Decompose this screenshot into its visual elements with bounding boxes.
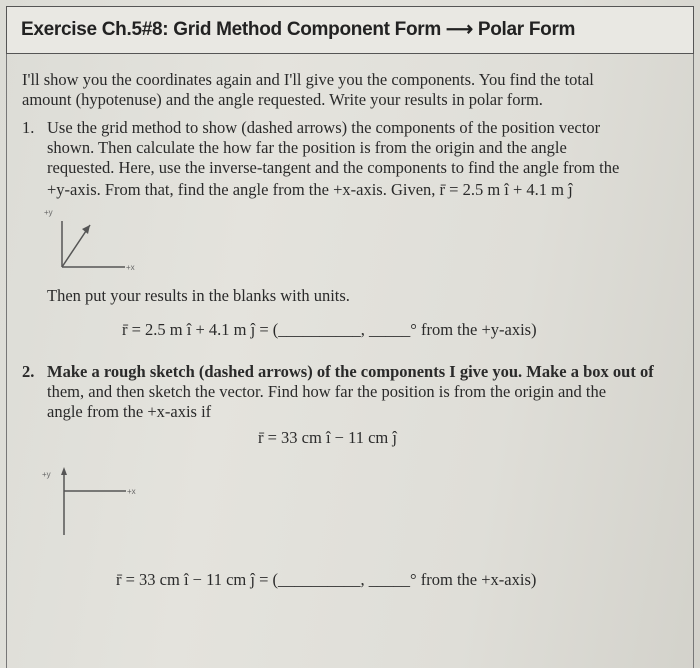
q1-vector-arrowhead — [82, 225, 90, 234]
q2-line-2: them, and then sketch the vector. Find how far the position is from the origin and the — [47, 382, 607, 401]
q1-line-4: +y-axis. From that, find the angle from the +x-axis. Given, r̄ = 2.5 m î + 4.1 m ĵ — [47, 180, 573, 199]
q1-y-label: +y — [44, 208, 53, 217]
q1-number: 1. — [22, 118, 35, 137]
title-bar — [6, 6, 694, 54]
q2-line-1: Make a rough sketch (dashed arrows) of the components I give you. Make a box out of — [47, 362, 654, 381]
q2-number: 2. — [22, 362, 35, 381]
q2-axes — [30, 465, 150, 545]
q1-answer-line: r̄ = 2.5 m î + 4.1 m ĵ = (__________, _____° from the +y-axis) — [122, 320, 537, 339]
q1-x-label: +x — [126, 263, 135, 272]
intro-line-1: I'll show you the coordinates again and I'll give you the components. You find the total — [22, 70, 594, 89]
q2-y-label: +y — [42, 470, 51, 479]
q1-line-2: shown. Then calculate the how far the position is from the origin and the angle — [47, 138, 567, 157]
q1-line-1: Use the grid method to show (dashed arrows) the components of the position vector — [47, 118, 601, 137]
q2-y-arrowhead — [61, 467, 67, 475]
intro-line-2: amount (hypotenuse) and the angle requested. Write your results in polar form. — [22, 90, 543, 109]
q2-equation: r̄ = 33 cm î − 11 cm ĵ — [258, 428, 397, 447]
q1-results-prompt: Then put your results in the blanks with units. — [47, 286, 350, 305]
q1-axes — [40, 205, 150, 280]
q2-x-label: +x — [127, 487, 136, 496]
q2-answer-line: r̄ = 33 cm î − 11 cm ĵ = (__________, _____° from the +x-axis) — [116, 570, 537, 589]
q2-line-3: angle from the +x-axis if — [47, 402, 212, 421]
page-title: Exercise Ch.5#8: Grid Method Component Form ⟶ Polar Form — [21, 19, 576, 40]
q1-line-3: requested. Here, use the inverse-tangent and the components to find the angle from the — [47, 158, 620, 177]
